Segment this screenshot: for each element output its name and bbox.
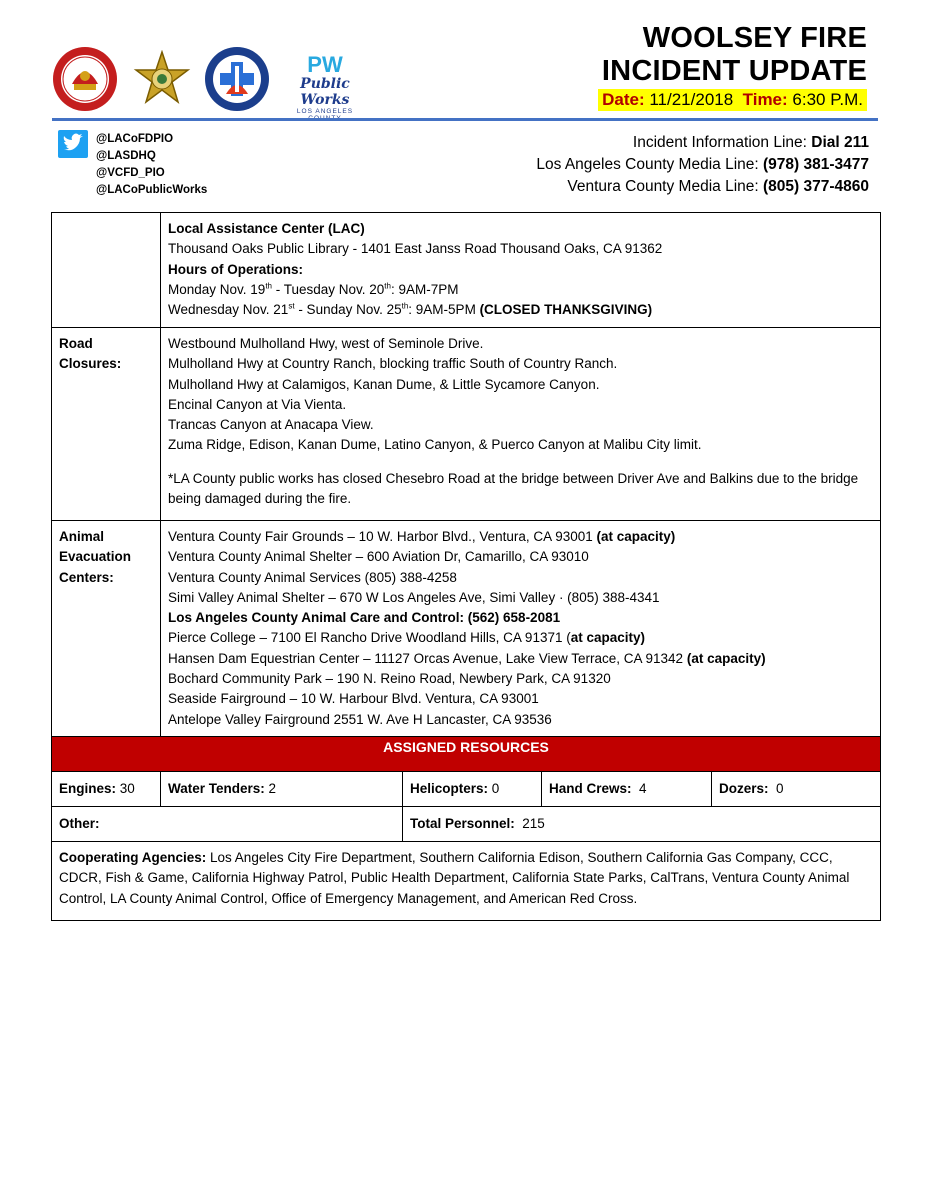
hand-crews-cell: Hand Crews: 4 xyxy=(542,772,712,807)
helicopters-cell: Helicopters: 0 xyxy=(403,772,542,807)
header-divider xyxy=(52,118,878,121)
date-value: 11/21/2018 xyxy=(649,90,734,109)
lac-address: Thousand Oaks Public Library - 1401 East Janss Road Thousand Oaks, CA 91362 xyxy=(168,241,663,257)
road-closures-content xyxy=(161,328,881,521)
ventura-county-fire-seal xyxy=(204,46,270,112)
road-line: Zuma Ridge, Edison, Kanan Dume, Latino Canyon, & Puerco Canyon at Malibu City limit. xyxy=(168,437,702,453)
info-line: Incident Information Line: Dial 211 xyxy=(632,134,869,151)
road-closures-row xyxy=(52,328,881,521)
lac-hours-1: Monday Nov. 19th - Tuesday Nov. 20th: 9AM-7PM xyxy=(168,281,459,297)
handle-lasdhq[interactable]: @LASDHQ xyxy=(96,150,156,162)
handle-lacofdpio[interactable]: @LACoFDPIO xyxy=(96,133,174,145)
road-note: *LA County public works has closed Chesebro Road at the bridge between Driver Ave and Balkins due to the bridge being damaged during the fire. xyxy=(168,470,859,507)
resources-counts-row xyxy=(52,772,881,807)
la-county-fire-seal xyxy=(52,46,118,112)
cooperating-agencies-row xyxy=(52,842,881,921)
agency-logos xyxy=(52,46,362,115)
dozers-cell: Dozers: 0 xyxy=(712,772,881,807)
date-label: Date: xyxy=(602,90,645,109)
title-block xyxy=(598,22,867,111)
lac-content xyxy=(161,213,881,328)
total-personnel-cell: Total Personnel: 215 xyxy=(403,807,881,842)
road-line: Mulholland Hwy at Calamigos, Kanan Dume, & Little Sycamore Canyon. xyxy=(168,376,600,392)
public-works-title: Public Works xyxy=(300,76,350,108)
water-tenders-cell: Water Tenders: 2 xyxy=(161,772,403,807)
twitter-icon xyxy=(58,130,88,158)
page-title-line2: INCIDENT UPDATE xyxy=(601,55,867,87)
cooperating-agencies-cell: Cooperating Agencies: Los Angeles City Fire Department, Southern California Edison, Southern California Gas Company, CCC, CDCR, Fish & Game, California Highway Patrol, Public Health Department, California State Parks, CalTrans, Ventura County Animal Control, LA County Animal Control, Office of Emergency Management, and American Red Cross. xyxy=(52,842,881,921)
animal-line: Los Angeles County Animal Care and Control: (562) 658-2081 xyxy=(168,610,561,626)
public-works-subtitle: LOS ANGELES xyxy=(296,108,354,115)
other-cell: Other: xyxy=(52,807,403,842)
la-media-line: Los Angeles County Media Line: (978) 381-3477 xyxy=(536,156,869,173)
lac-row xyxy=(52,213,881,328)
time-value: 6:30 P.M. xyxy=(792,90,863,109)
incident-table xyxy=(51,212,881,921)
assigned-resources-title: ASSIGNED RESOURCES xyxy=(52,737,881,772)
animal-line: Bochard Community Park – 190 N. Reino Road, Newbery Park, CA 91320 xyxy=(168,671,611,687)
date-time-banner xyxy=(598,89,867,111)
public-works-mark: PW xyxy=(307,52,343,77)
road-line: Trancas Canyon at Anacapa View. xyxy=(168,417,374,433)
ventura-media-line: Ventura County Media Line: (805) 377-4860 xyxy=(567,178,869,195)
engines-cell: Engines: 30 xyxy=(52,772,161,807)
page-title-line1: WOOLSEY FIRE xyxy=(642,22,867,54)
animal-line: Hansen Dam Equestrian Center – 11127 Orcas Avenue, Lake View Terrace, CA 91342 (at capacity) xyxy=(168,650,766,666)
animal-line: Pierce College – 7100 El Rancho Drive Woodland Hills, CA 91371 (at capacity) xyxy=(168,630,646,646)
time-label: Time: xyxy=(742,90,788,109)
animal-centers-content xyxy=(161,521,881,737)
social-handles xyxy=(96,131,207,199)
resources-total-row xyxy=(52,807,881,842)
road-line: Westbound Mulholland Hwy, west of Seminole Drive. xyxy=(168,336,484,351)
animal-line: Antelope Valley Fairground 2551 W. Ave H Lancaster, CA 93536 xyxy=(168,711,552,727)
lac-heading: Local Assistance Center (LAC) xyxy=(168,221,365,236)
road-line: Encinal Canyon at Via Vienta. xyxy=(168,396,347,412)
handle-lacopublicworks[interactable]: @LACoPublicWorks xyxy=(96,184,208,196)
animal-line: Simi Valley Animal Shelter – 670 W Los Angeles Ave, Simi Valley · (805) 388-4341 xyxy=(168,589,660,605)
lac-label-cell xyxy=(52,213,161,328)
animal-centers-row xyxy=(52,521,881,737)
contact-lines xyxy=(536,132,869,198)
animal-line: Ventura County Fair Grounds – 10 W. Harbor Blvd., Ventura, CA 93001 (at capacity) xyxy=(168,529,676,544)
animal-line: Ventura County Animal Services (805) 388-4258 xyxy=(168,569,457,585)
animal-line: Ventura County Animal Shelter – 600 Aviation Dr, Camarillo, CA 93010 xyxy=(168,549,589,565)
lac-hours-heading: Hours of Operations: xyxy=(168,261,304,277)
sheriff-star-badge xyxy=(132,50,192,110)
road-line: Mulholland Hwy at Country Ranch, blocking traffic South of Country Ranch. xyxy=(168,356,618,372)
assigned-resources-header xyxy=(52,737,881,772)
animal-centers-label: Animal Evacuation Centers: xyxy=(52,521,161,737)
lac-hours-2: Wednesday Nov. 21st - Sunday Nov. 25th: 9AM-5PM (CLOSED THANKSGIVING) xyxy=(168,301,653,318)
road-closures-label: Road Closures: xyxy=(52,328,161,521)
animal-line: Seaside Fairground – 10 W. Harbour Blvd. Ventura, CA 93001 xyxy=(168,691,539,707)
public-works-logo xyxy=(280,54,370,114)
handle-vcfd-pio[interactable]: @VCFD_PIO xyxy=(96,167,165,179)
